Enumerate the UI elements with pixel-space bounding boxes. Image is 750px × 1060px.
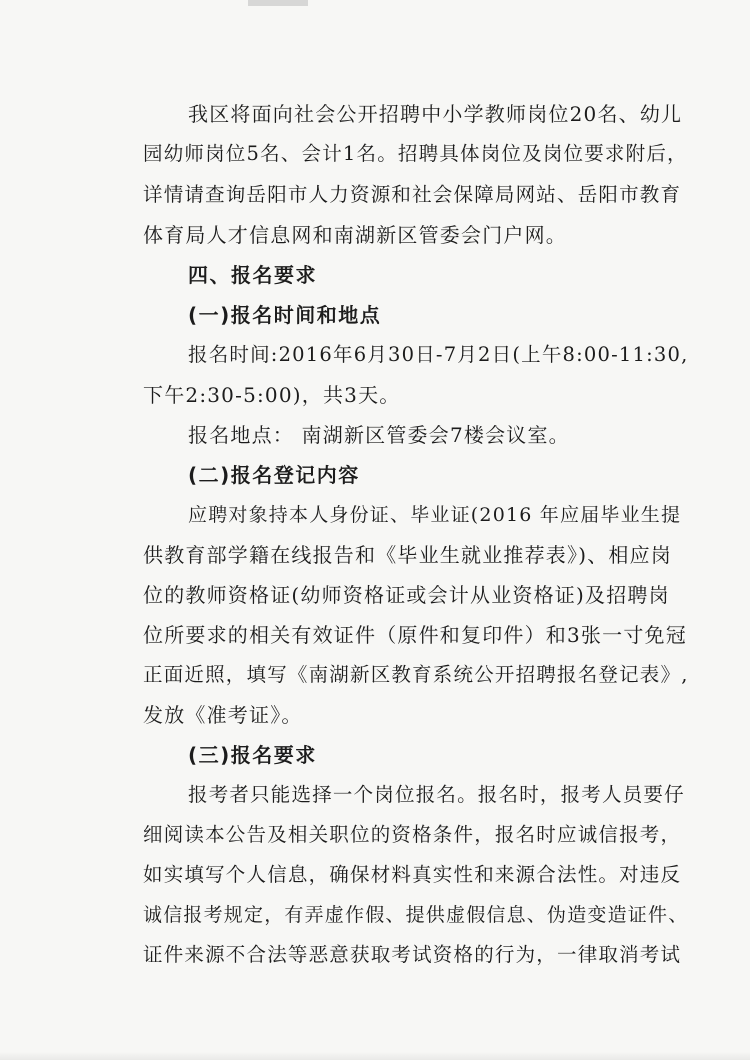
paragraph-1-line-1: 我区将面向社会公开招聘中小学教师岗位20名、幼儿 [188,102,683,126]
sub-2-line-5: 正面近照，填写《南湖新区教育系统公开招聘报名登记表》, [143,663,689,686]
page-edge-shadow [0,1052,750,1060]
sub-3-heading: (三)报名要求 [188,743,317,767]
sub-3-line-4: 诚信报考规定，有弄虚作假、提供虚假信息、伪造变造证件、 [143,904,689,926]
sub-3-line-2: 细阅读本公告及相关职位的资格条件，报名时应诚信报考， [143,823,682,846]
sub-2-line-3: 位的教师资格证(幼师资格证或会计从业资格证)及招聘岗 [143,583,670,607]
sub-3-line-1: 报考者只能选择一个岗位报名。报名时，报考人员要仔 [188,783,685,806]
sub-2-heading: (二)报名登记内容 [188,463,360,487]
sub-2-line-2: 供教育部学籍在线报告和《毕业生就业推荐表》)、相应岗 [143,543,673,567]
sub-2-line-4: 位所要求的相关有效证件（原件和复印件）和3张一寸免冠 [143,623,687,647]
sub-2-line-1: 应聘对象持本人身份证、毕业证(2016 年应届毕业生提 [188,504,682,526]
sub-2-line-6: 发放《准考证》。 [143,703,303,727]
sub-3-line-3: 如实填写个人信息，确保材料真实性和来源合法性。对违反 [143,863,682,886]
paragraph-1-line-2: 园幼师岗位5名、会计1名。招聘具体岗位及岗位要求附后， [143,142,688,165]
sub-1-time-line-1: 报名时间:2016年6月30日-7月2日(上午8:00-11:30, [188,343,689,366]
paragraph-1-line-4: 体育局人才信息网和南湖新区管委会门户网。 [143,223,567,247]
sub-1-time-line-2: 下午2:30-5:00)，共3天。 [143,383,401,407]
sub-3-line-5: 证件来源不合法等恶意获取考试资格的行为，一律取消考试 [143,943,682,966]
sub-1-heading: (一)报名时间和地点 [188,303,382,327]
scan-mark [248,0,308,6]
sub-1-place: 报名地点： 南湖新区管委会7楼会议室。 [188,423,570,447]
section-4-heading: 四、报名要求 [188,263,317,287]
paragraph-1-line-3: 详情请查询岳阳市人力资源和社会保障局网站、岳阳市教育 [143,183,682,206]
